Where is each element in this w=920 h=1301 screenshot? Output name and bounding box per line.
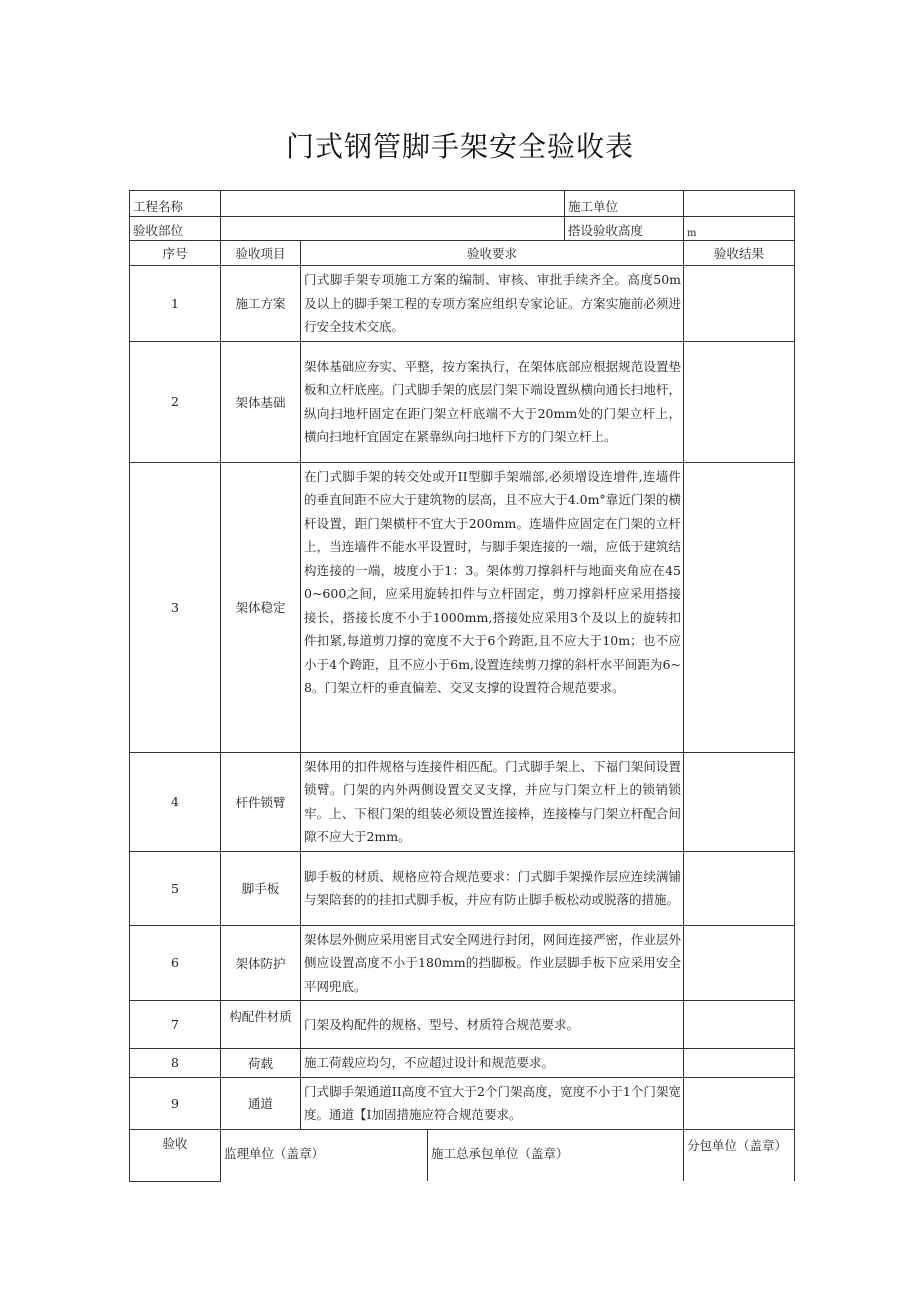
- col-result-header: 验收结果: [684, 241, 795, 266]
- info-row-1: [130, 191, 795, 217]
- col-no-header: 序号: [130, 241, 221, 266]
- col-requirement-header: 验收要求: [301, 241, 684, 266]
- row-no: 1: [130, 266, 221, 342]
- row-no: 2: [130, 341, 221, 462]
- part-label: 验收部位: [130, 217, 221, 241]
- row-result[interactable]: [684, 341, 795, 462]
- info-row-2: [130, 217, 795, 241]
- row-no: 3: [130, 462, 221, 752]
- table-row: [130, 266, 795, 342]
- row-result[interactable]: [684, 462, 795, 752]
- row-requirement: 架体基础应夯实、平整，按方案执行，在架体底部应根据规范设置垫板和立杆底座。门式脚手架的底层门架下端设置纵横向通长扫地杆，纵向扫地杆固定在距门架立杆底端不大于20mm处的门架立杆上，横向扫地杆宜固定在紧靠纵向扫地杆下方的门架立杆上。: [301, 341, 684, 462]
- row-result[interactable]: [684, 1077, 795, 1129]
- table-row: [130, 1077, 795, 1129]
- row-no: 7: [130, 1001, 221, 1049]
- construction-unit-label: 施工单位: [565, 191, 684, 217]
- page-title: 门式钢管脚手架安全验收表: [285, 130, 634, 163]
- signature-row: [130, 1129, 795, 1181]
- row-result[interactable]: [684, 266, 795, 342]
- row-item: 脚手板: [221, 851, 301, 925]
- header-row: [130, 241, 795, 266]
- height-unit: m: [684, 217, 795, 241]
- row-item: 架体稳定: [221, 462, 301, 752]
- row-item: 施工方案: [221, 266, 301, 342]
- col-item-header: 验收项目: [221, 241, 301, 266]
- part-field[interactable]: [221, 217, 565, 241]
- row-requirement: 门式脚手架通道II高度不宜大于2个门架高度，宽度不小于1个门架宽度。通道【I加固措施应符合规范要求。: [301, 1077, 684, 1129]
- row-item: 杆件锁臂: [221, 752, 301, 851]
- row-item: 通道: [221, 1077, 301, 1129]
- row-requirement: 门架及构配件的规格、型号、材质符合规范要求。: [301, 1001, 684, 1049]
- table-row: [130, 925, 795, 1001]
- row-requirement: 架体层外侧应采用密目式安全网进行封闭，网间连接严密，作业层外侧应设置高度不小于180mm的挡脚板。作业层脚手板下应采用安全平网兜底。: [301, 925, 684, 1001]
- row-requirement: 架体用的扣件规格与连接件相匹配。门式脚手架上、下福门架间设置锁臂。门架的内外两侧设置交叉支撑，并应与门架立杆上的锁销锁牢。上、下根门架的组装必须设置连接棒，连接榛与门架立杆配合间隙不应大于2mm。: [301, 752, 684, 851]
- row-result[interactable]: [684, 851, 795, 925]
- table-row: [130, 851, 795, 925]
- subcontractor-signature[interactable]: 分包单位（盖章）: [684, 1129, 795, 1181]
- table-row: [130, 1001, 795, 1049]
- row-result[interactable]: [684, 1049, 795, 1078]
- acceptance-table: [129, 190, 795, 1182]
- supervision-signature[interactable]: 监理单位（盖章）: [221, 1129, 428, 1181]
- row-no: 9: [130, 1077, 221, 1129]
- row-no: 4: [130, 752, 221, 851]
- row-item: 架体基础: [221, 341, 301, 462]
- row-no: 6: [130, 925, 221, 1001]
- height-label: 搭设验收高度: [565, 217, 684, 241]
- table-row: [130, 462, 795, 752]
- row-no: 5: [130, 851, 221, 925]
- row-item: 架体防护: [221, 925, 301, 1001]
- row-requirement: 在门式脚手架的转交处或开II型脚手架端部,必须增设连增件,连墙件的垂直间距不应大于建筑物的层高，且不应大于4.0m°靠近门架的横杆设置，距门架横杆不宜大于200mm。连墙件应固定在门架的立杆上，当连墙件不能水平设置时，与脚手架连接的一端，应低于建筑结构连接的一端，坡度小于1：3。架体剪刀撑斜杆与地面夹角应在450~600之间，应采用旋转扣件与立杆固定，剪刀撑斜杆应采用搭接接长，搭接长度不小于1000mm,搭接处应采用3个及以上的旋转扣件扣紧,每道剪刀撑的宽度不大于6个跨距,且不应大于10m；也不应小于4个跨距，且不应小于6m,设置连续剪刀撑的斜杆水平间距为6~8。门架立杆的垂直偏差、交叉支撑的设置符合规范要求。: [301, 462, 684, 752]
- project-name-field[interactable]: [221, 191, 565, 217]
- row-result[interactable]: [684, 925, 795, 1001]
- row-requirement: 门式脚手架专项施工方案的编制、审核、审批手续齐全。高度50m及以上的脚手架工程的专项方案应组织专家论证。方案实施前必须进行安全技术交底。: [301, 266, 684, 342]
- table-row: [130, 1049, 795, 1078]
- acceptance-label: 验收: [130, 1129, 221, 1181]
- row-result[interactable]: [684, 752, 795, 851]
- row-item: 荷载: [221, 1049, 301, 1078]
- row-result[interactable]: [684, 1001, 795, 1049]
- table-row: [130, 341, 795, 462]
- project-name-label: 工程名称: [130, 191, 221, 217]
- table-row: [130, 752, 795, 851]
- general-contractor-signature[interactable]: 施工总承包单位（盖章）: [428, 1129, 684, 1181]
- construction-unit-field[interactable]: [684, 191, 795, 217]
- row-no: 8: [130, 1049, 221, 1078]
- row-item: 构配件材质: [221, 1001, 301, 1049]
- row-requirement: 脚手板的材质、规格应符合规范要求：门式脚手架操作层应连续满铺与架陪套的的挂扣式脚手板，并应有防止脚手板松动或脱落的措施。: [301, 851, 684, 925]
- row-requirement: 施工荷载应均匀，不应超过设计和规范要求。: [301, 1049, 684, 1078]
